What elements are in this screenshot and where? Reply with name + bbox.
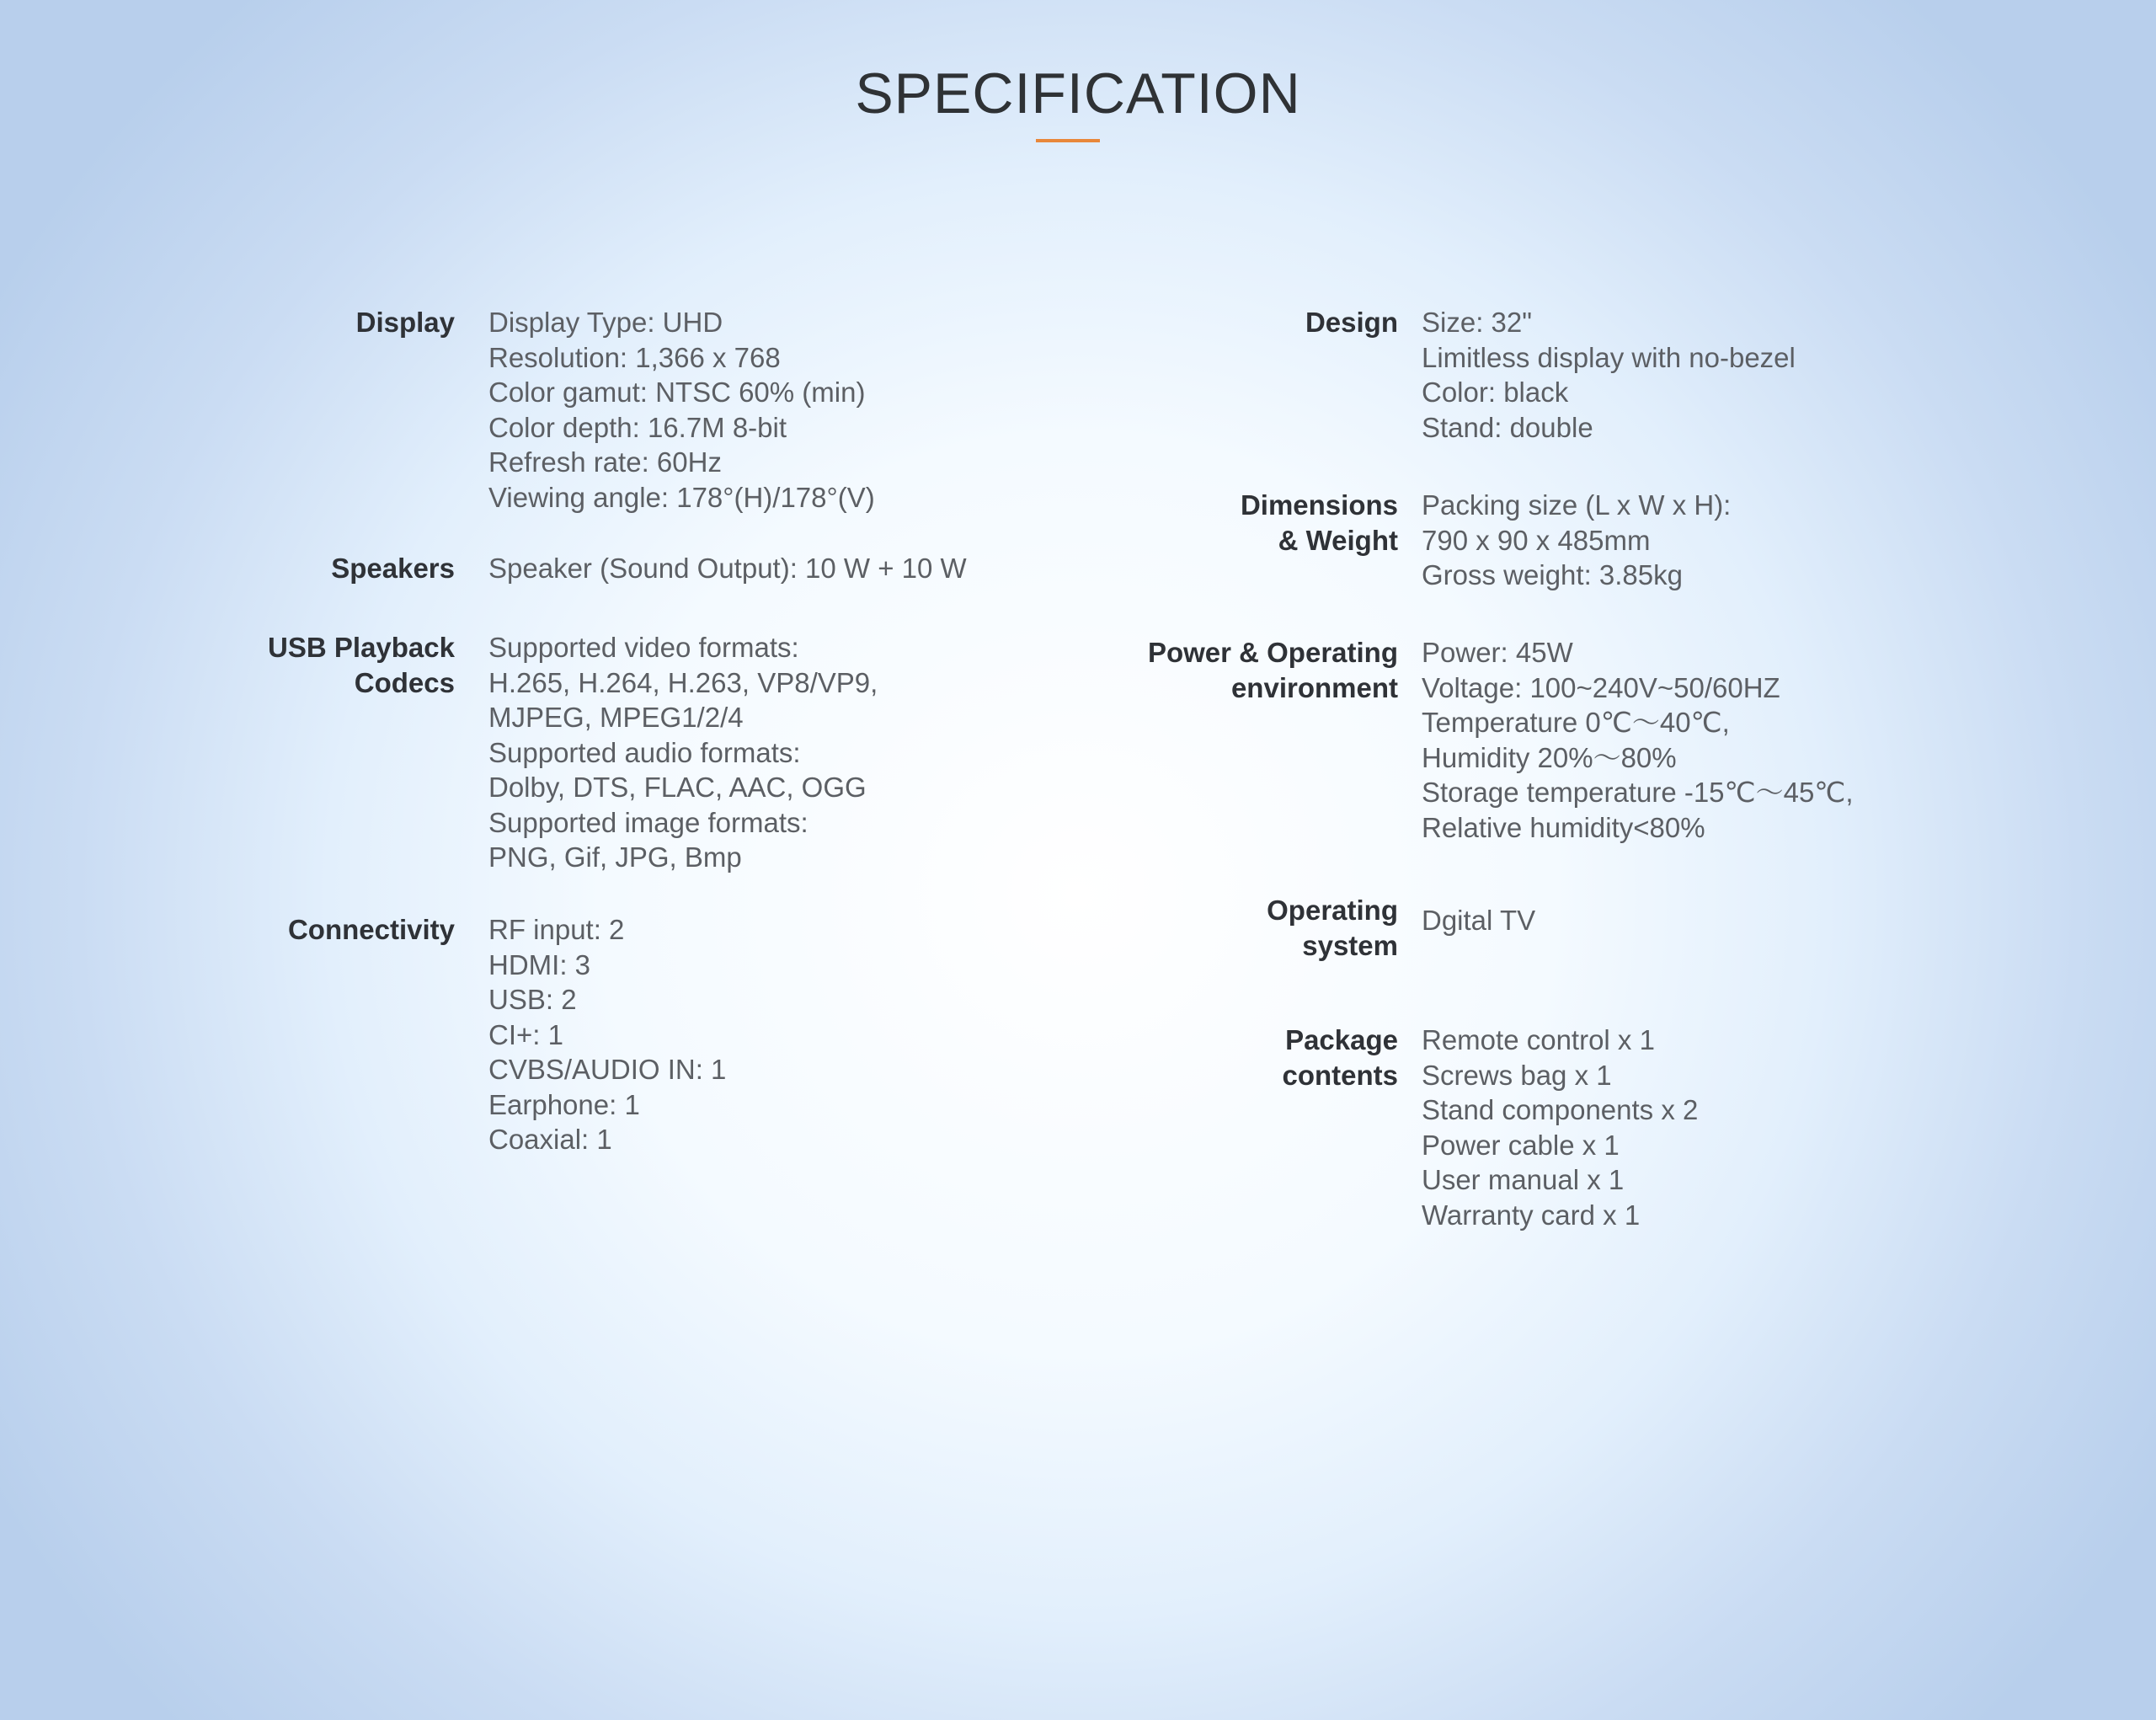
spec-values-connectivity bbox=[488, 912, 726, 1157]
spec-value: Storage temperature -15℃～45℃, bbox=[1422, 777, 1854, 808]
spec-label-design: Design bbox=[1305, 307, 1398, 338]
spec-label-line: Power & Operating bbox=[1147, 637, 1398, 668]
spec-label-line: Package bbox=[1285, 1024, 1398, 1055]
spec-value: RF input: 2 bbox=[488, 914, 625, 945]
spec-value: Relative humidity<80% bbox=[1422, 811, 1705, 843]
spec-value: Supported image formats: bbox=[488, 806, 808, 838]
spec-value: Stand: double bbox=[1422, 411, 1593, 443]
spec-value: Packing size (L x W x H): bbox=[1422, 489, 1732, 521]
spec-value: 790 x 90 x 485mm bbox=[1422, 524, 1651, 556]
spec-value: Temperature 0℃～40℃, bbox=[1422, 707, 1730, 738]
spec-label-speakers: Speakers bbox=[331, 553, 455, 584]
spec-values-power bbox=[1422, 635, 1854, 845]
spec-value: Screws bag x 1 bbox=[1422, 1059, 1612, 1091]
spec-label-line: environment bbox=[1230, 671, 1398, 703]
spec-label-line: USB Playback bbox=[268, 632, 455, 663]
spec-value: CVBS/AUDIO IN: 1 bbox=[488, 1054, 727, 1085]
spec-label-dimensions bbox=[1241, 488, 1398, 558]
spec-value: Dgital TV bbox=[1422, 905, 1536, 936]
spec-label-line: Dimensions bbox=[1240, 489, 1398, 521]
page-title: SPECIFICATION bbox=[855, 61, 1301, 126]
spec-value: Limitless display with no-bezel bbox=[1422, 341, 1796, 373]
spec-values-operating-system bbox=[1422, 903, 1535, 938]
spec-value: Color: black bbox=[1422, 377, 1569, 408]
spec-value: Supported video formats: bbox=[488, 632, 799, 663]
spec-label-line: contents bbox=[1282, 1059, 1398, 1091]
spec-value: Resolution: 1,366 x 768 bbox=[488, 341, 781, 373]
spec-value: PNG, Gif, JPG, Bmp bbox=[488, 841, 742, 873]
spec-value: Display Type: UHD bbox=[488, 307, 723, 338]
spec-value: HDMI: 3 bbox=[488, 948, 591, 980]
spec-value: Coaxial: 1 bbox=[488, 1124, 612, 1155]
spec-value: Earphone: 1 bbox=[488, 1088, 640, 1120]
spec-value: Size: 32" bbox=[1422, 307, 1532, 338]
spec-value: Remote control x 1 bbox=[1422, 1024, 1655, 1055]
spec-values-speakers bbox=[488, 551, 967, 586]
spec-value: Refresh rate: 60Hz bbox=[488, 446, 722, 478]
spec-value: Gross weight: 3.85kg bbox=[1422, 559, 1683, 590]
spec-value: Warranty card x 1 bbox=[1422, 1199, 1641, 1231]
spec-value: CI+: 1 bbox=[488, 1018, 563, 1050]
spec-value: Voltage: 100~240V~50/60HZ bbox=[1422, 671, 1780, 703]
spec-value: Humidity 20%～80% bbox=[1422, 741, 1677, 773]
spec-value: Power: 45W bbox=[1422, 637, 1573, 668]
spec-values-display bbox=[488, 305, 875, 515]
spec-values-package bbox=[1422, 1023, 1698, 1232]
spec-values-design bbox=[1422, 305, 1796, 445]
spec-label-line: Codecs bbox=[354, 666, 455, 698]
spec-value: USB: 2 bbox=[488, 984, 577, 1015]
spec-value: Color gamut: NTSC 60% (min) bbox=[488, 377, 866, 408]
spec-values-dimensions bbox=[1422, 488, 1731, 593]
spec-label-line: system bbox=[1302, 929, 1398, 961]
spec-label-power bbox=[1148, 635, 1398, 705]
spec-value: Supported audio formats: bbox=[488, 736, 801, 768]
spec-value: Speaker (Sound Output): 10 W + 10 W bbox=[488, 553, 967, 584]
spec-value: Viewing angle: 178°(H)/178°(V) bbox=[488, 481, 875, 513]
spec-value: Dolby, DTS, FLAC, AAC, OGG bbox=[488, 772, 867, 803]
spec-label-display: Display bbox=[355, 307, 455, 338]
spec-label-line: Operating bbox=[1267, 895, 1398, 926]
spec-label-connectivity: Connectivity bbox=[287, 914, 455, 945]
spec-label-package bbox=[1282, 1023, 1398, 1092]
spec-value: Stand components x 2 bbox=[1422, 1094, 1699, 1125]
spec-value: H.265, H.264, H.263, VP8/VP9, bbox=[488, 666, 878, 698]
spec-value: MJPEG, MPEG1/2/4 bbox=[488, 702, 744, 733]
spec-label-line: & Weight bbox=[1278, 524, 1398, 556]
spec-values-usb-playback bbox=[488, 630, 878, 875]
title-underline bbox=[1036, 139, 1100, 142]
spec-value: User manual x 1 bbox=[1422, 1164, 1625, 1195]
spec-label-operating-system bbox=[1267, 893, 1398, 963]
spec-value: Power cable x 1 bbox=[1422, 1129, 1620, 1161]
spec-label-usb-playback bbox=[268, 630, 455, 700]
spec-value: Color depth: 16.7M 8-bit bbox=[488, 411, 787, 443]
